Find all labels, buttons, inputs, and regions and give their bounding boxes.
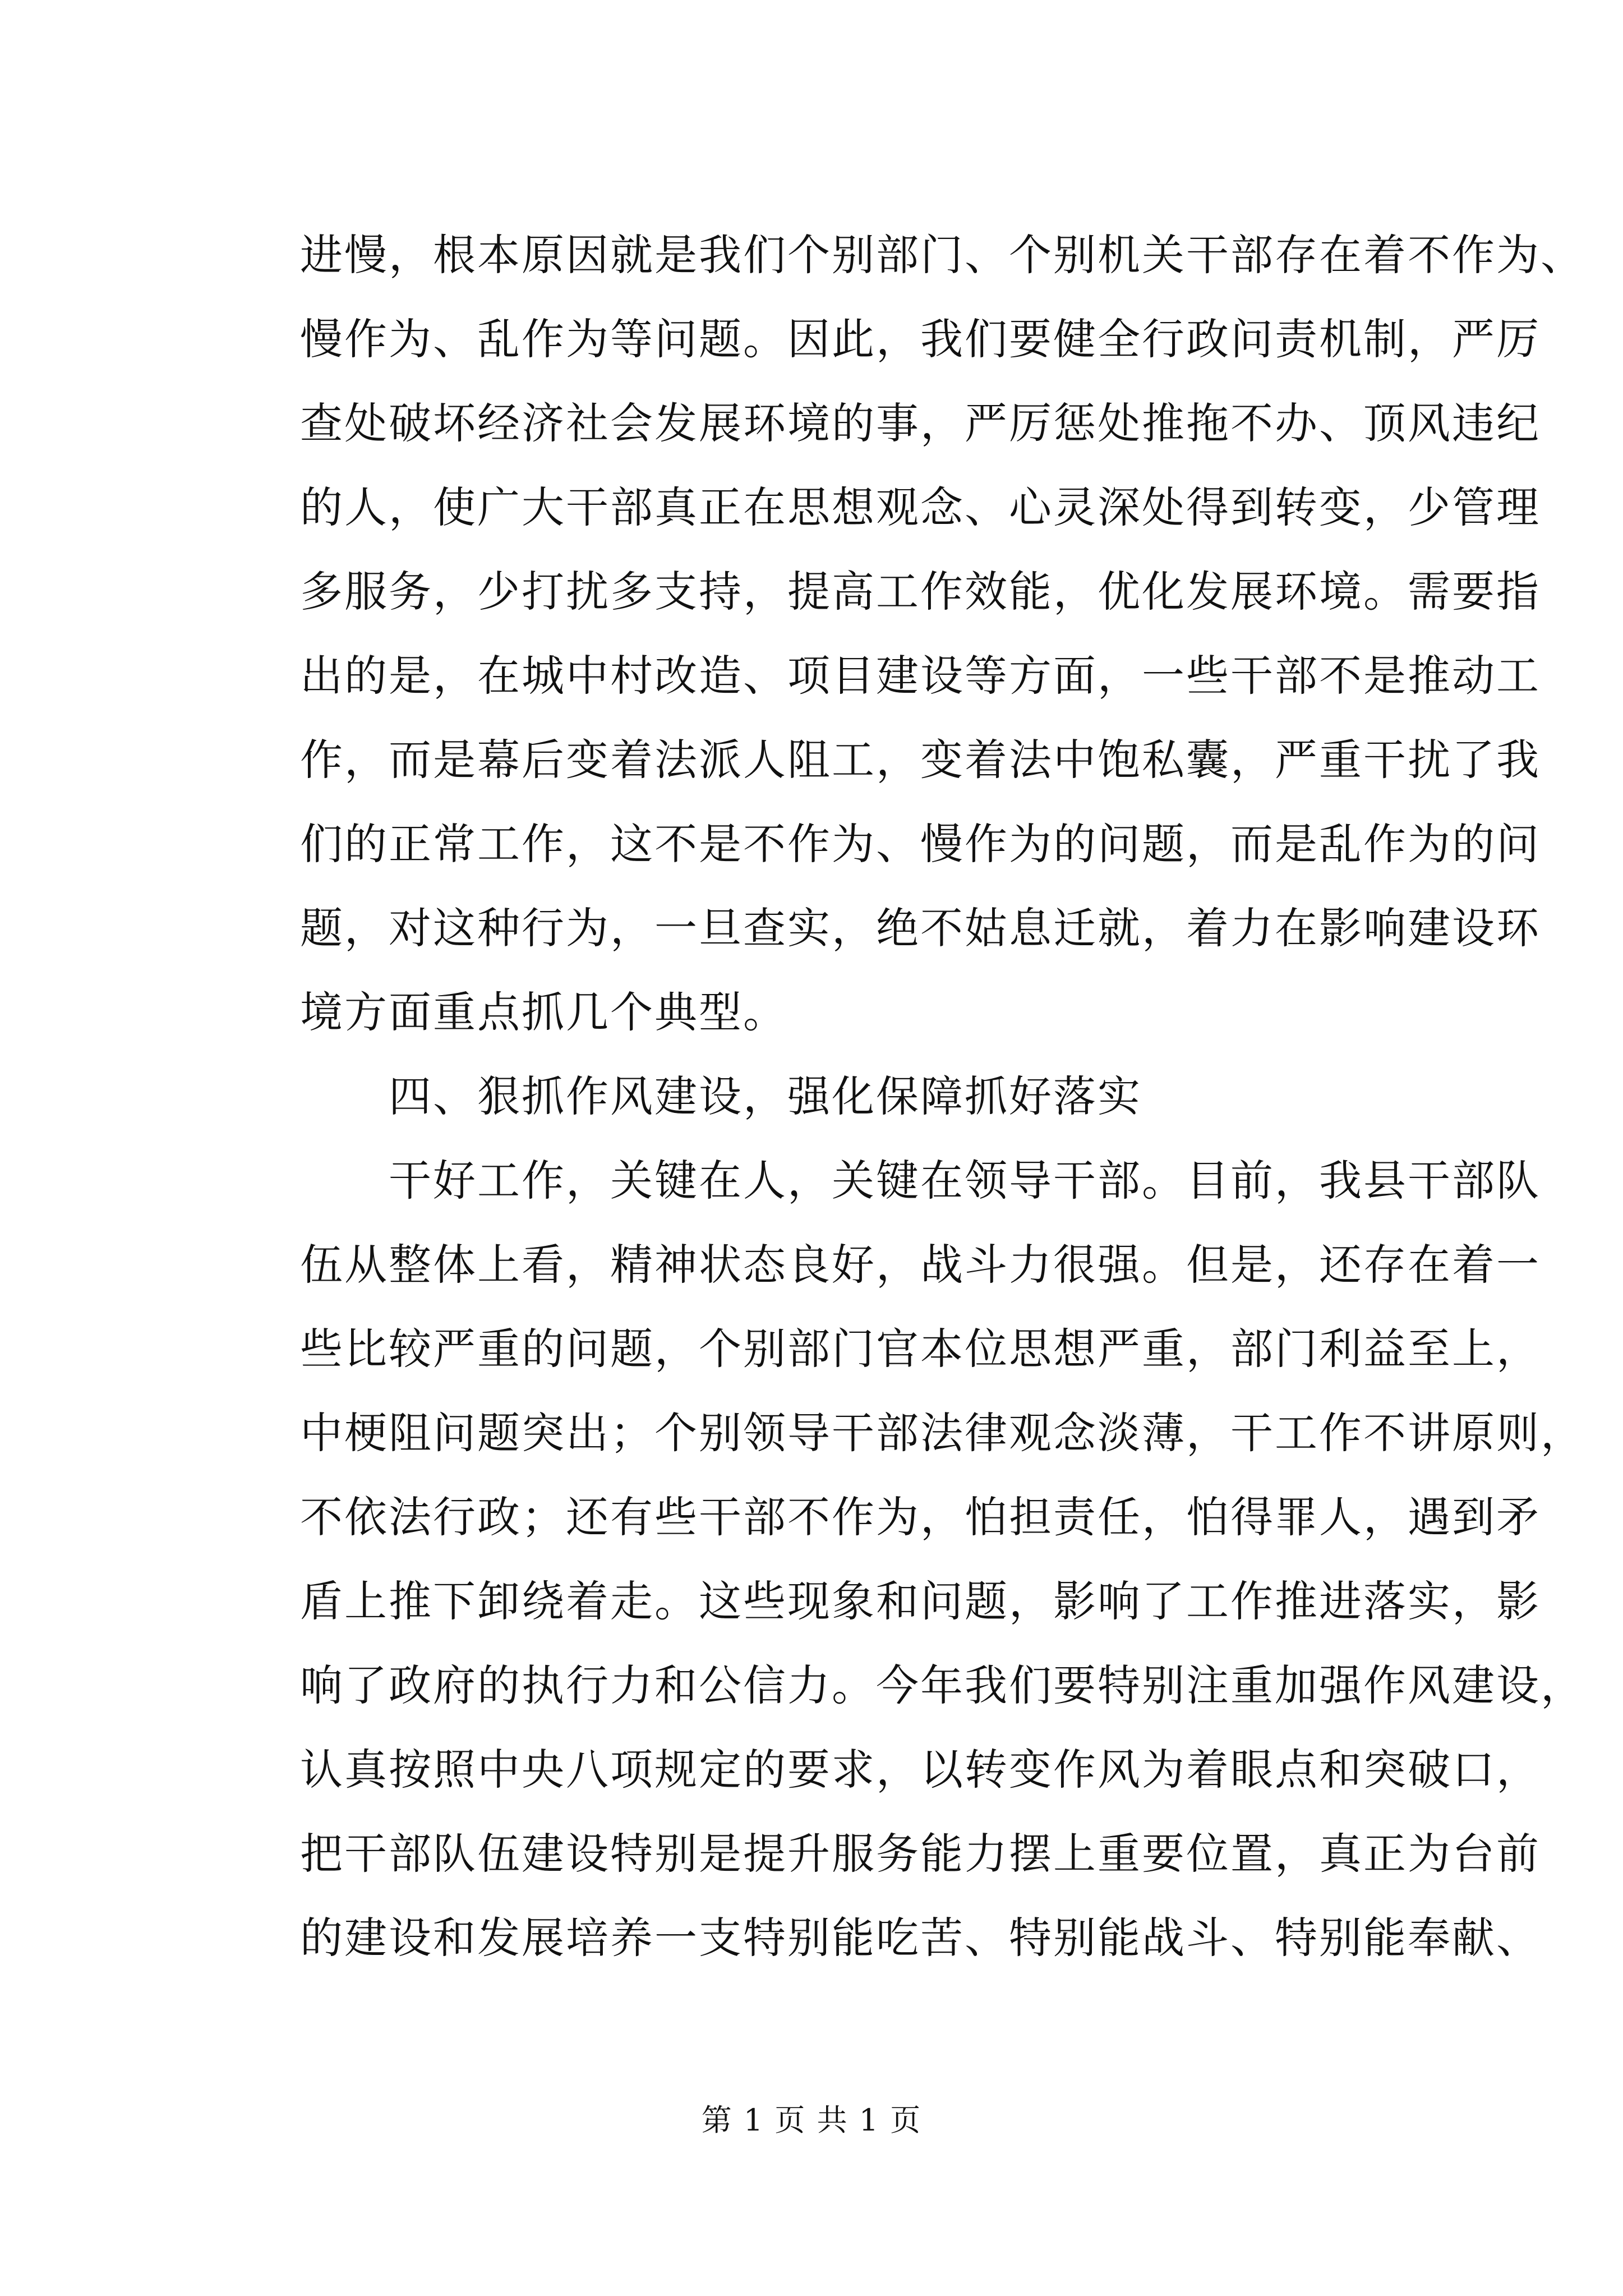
text-line: 多服务，少打扰多支持，提高工作效能，优化发展环境。需要指 <box>300 567 1541 616</box>
text-line: 中梗阻问题突出；个别领导干部法律观念淡薄，干工作不讲原则， <box>300 1408 1585 1458</box>
text-line: 认真按照中央八项规定的要求，以转变作风为着眼点和突破口， <box>300 1745 1541 1795</box>
text-line: 们的正常工作，这不是不作为、慢作为的问题，而是乱作为的问 <box>300 819 1541 869</box>
text-line: 响了政府的执行力和公信力。今年我们要特别注重加强作风建设， <box>300 1660 1585 1710</box>
text-line: 些比较严重的问题，个别部门官本位思想严重，部门利益至上， <box>300 1324 1541 1374</box>
text-line: 出的是，在城中村改造、项目建设等方面，一些干部不是推动工 <box>300 651 1541 701</box>
section-heading: 四、狠抓作风建设，强化保障抓好落实 <box>300 1071 1142 1121</box>
text-line: 的建设和发展培养一支特别能吃苦、特别能战斗、特别能奉献、 <box>300 1913 1541 1963</box>
text-line: 盾上推下卸绕着走。这些现象和问题，影响了工作推进落实，影 <box>300 1576 1541 1626</box>
text-line: 的人，使广大干部真正在思想观念、心灵深处得到转变，少管理 <box>300 482 1541 532</box>
page-footer <box>0 2101 1623 2140</box>
text-line: 查处破坏经济社会发展环境的事，严厉惩处推拖不办、顶风违纪 <box>300 398 1541 448</box>
text-line: 题，对这种行为，一旦查实，绝不姑息迁就，着力在影响建设环 <box>300 903 1541 953</box>
text-line: 进慢，根本原因就是我们个别部门、个别机关干部存在着不作为、 <box>300 230 1585 280</box>
page-number-label: 第 1 页 共 1 页 <box>701 2102 922 2138</box>
document-body <box>300 213 1623 1980</box>
text-line: 作，而是幕后变着法派人阻工，变着法中饱私囊，严重干扰了我 <box>300 735 1541 785</box>
text-line: 伍从整体上看，精神状态良好，战斗力很强。但是，还存在着一 <box>300 1240 1541 1290</box>
text-line: 把干部队伍建设特别是提升服务能力摆上重要位置，真正为台前 <box>300 1829 1541 1879</box>
text-line: 不依法行政；还有些干部不作为，怕担责任，怕得罪人，遇到矛 <box>300 1492 1541 1542</box>
text-line: 慢作为、乱作为等问题。因此，我们要健全行政问责机制，严厉 <box>300 314 1541 364</box>
text-line: 境方面重点抓几个典型。 <box>300 987 787 1037</box>
text-line: 干好工作，关键在人，关键在领导干部。目前，我县干部队 <box>300 1156 1541 1205</box>
